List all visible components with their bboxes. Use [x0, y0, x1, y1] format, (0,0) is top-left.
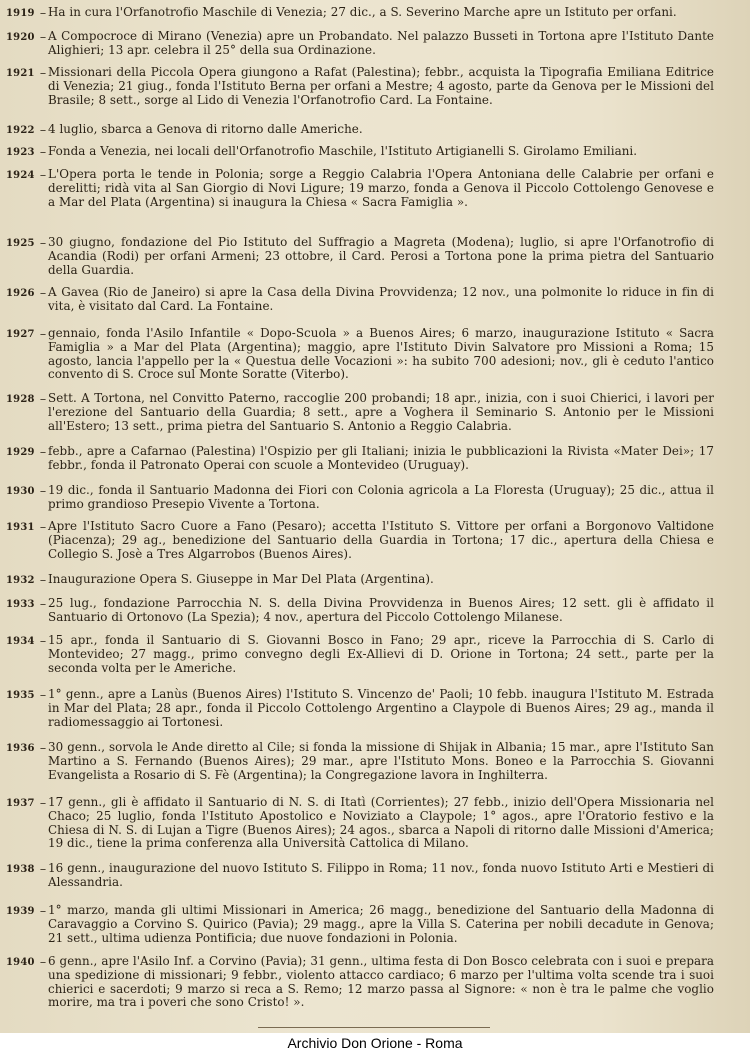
entry-year: 1925	[6, 238, 35, 249]
entry-year: 1935	[6, 690, 35, 701]
entry-dash: –	[39, 596, 47, 611]
entry-year: 1931	[6, 522, 35, 533]
timeline-entry	[6, 688, 714, 729]
entry-year: 1933	[6, 599, 35, 610]
entry-text: gennaio, fonda l'Asilo Infantile « Dopo-Scuola » a Buenos Aires; 6 marzo, inaugurazione Istituto « Sacra Famiglia » a Mar del Plata (Argentina); maggio, apre l'Istituto Divin Salvatore pro Missioni a Roma; 15 agosto, lancia l'appello per la « Questua delle Vocazioni »: ha subito 700 adesioni; nov., gli è ceduto l'antico convento di S. Croce sul Monte Soratte (Viterbo).	[48, 326, 714, 382]
entry-dash: –	[39, 861, 47, 876]
entry-dash: –	[39, 740, 47, 755]
entry-year: 1919	[6, 8, 35, 19]
entry-dash: –	[39, 167, 47, 182]
entry-year: 1938	[6, 864, 35, 875]
entry-dash: –	[39, 144, 47, 159]
entry-dash: –	[39, 5, 47, 20]
entry-year: 1932	[6, 575, 35, 586]
entry-text: Inaugurazione Opera S. Giuseppe in Mar Del Plata (Argentina).	[48, 572, 434, 586]
entry-year: 1923	[6, 147, 35, 158]
entry-year: 1936	[6, 743, 35, 754]
entry-dash: –	[39, 954, 47, 969]
entry-dash: –	[39, 903, 47, 918]
entry-text: L'Opera porta le tende in Polonia; sorge a Reggio Calabria l'Opera Antoniana delle Calabrie per orfani e derelitti; ridà vita al San Giorgio di Novi Ligure; 19 marzo, fonda a Genova il Piccolo Cottolengo Genovese e a Mar del Plata (Argentina) si inaugura la Chiesa « Sacra Famiglia ».	[48, 167, 714, 209]
timeline-entry	[6, 145, 714, 160]
timeline-entry	[6, 286, 714, 314]
entry-text: 16 genn., inaugurazione del nuovo Istituto S. Filippo in Roma; 11 nov., fonda nuovo Istituto Arti e Mestieri di Alessandria.	[48, 861, 714, 889]
entry-text: 6 genn., apre l'Asilo Inf. a Corvino (Pavia); 31 genn., ultima festa di Don Bosco celebrata con i suoi e prepara una spedizione di missionari; 9 febbr., violento attacco cardiaco; 6 marzo per l'ultima volta scende tra i suoi chierici e sacerdoti; 9 marzo si reca a S. Remo; 12 marzo passa al Signore: « non è tra le palme che voglio morire, ma tra i poveri che sono Cristo! ».	[48, 954, 714, 1010]
entry-year: 1924	[6, 170, 35, 181]
timeline-entry	[6, 904, 714, 945]
entry-year: 1928	[6, 394, 35, 405]
timeline-entry	[6, 862, 714, 890]
entry-text: 1° marzo, manda gli ultimi Missionari in America; 26 magg., benedizione del Santuario della Madonna di Caravaggio a Corvino S. Quirico (Pavia); 29 magg., apre la Villa S. Caterina per nobili decadute in Genova; 21 sett., ultima udienza Pontificia; due nuove fondazioni in Polonia.	[48, 903, 714, 945]
timeline-entry	[6, 573, 714, 588]
entry-text: 4 luglio, sbarca a Genova di ritorno dalle Americhe.	[48, 122, 363, 136]
entry-text: 30 genn., sorvola le Ande diretto al Cile; si fonda la missione di Shijak in Albania; 15 mar., apre l'Istituto San Martino a S. Fernando (Buenos Aires); 29 mar., apre l'Istituto Mons. Boneo e la Parrocchia S. Giovanni Evangelista a Rosario di S. Fè (Argentina); la Congregazione lavora in Inghilterra.	[48, 740, 714, 782]
entry-year: 1920	[6, 32, 35, 43]
entry-text: Ha in cura l'Orfanotrofio Maschile di Venezia; 27 dic., a S. Severino Marche apre un Istituto per orfani.	[48, 5, 677, 19]
timeline-entry	[6, 597, 714, 625]
entry-text: 17 genn., gli è affidato il Santuario di N. S. di Itatì (Corrientes); 27 febb., inizio dell'Opera Missionaria nel Chaco; 25 luglio, fonda l'Istituto Apostolico e Noviziato a Claypole; 1° agos., apre l'Oratorio festivo e la Chiesa di N. S. di Lujan a Tigre (Buenos Aires); 24 agos., sbarca a Napoli di ritorno dalle Missioni d'America; 19 dic., tiene la prima conferenza alla Università Cattolica di Milano.	[48, 795, 714, 851]
timeline-entry	[6, 66, 714, 107]
timeline-entry	[6, 520, 714, 561]
entry-dash: –	[39, 483, 47, 498]
entry-year: 1934	[6, 636, 35, 647]
entry-text: Sett. A Tortona, nel Convitto Paterno, raccoglie 200 probandi; 18 apr., inizia, con i suoi Chierici, i lavori per l'erezione del Santuario della Guardia; 8 sett., apre a Voghera il Seminario S. Antonio per le Missioni all'Estero; 13 sett., prima pietra del Santuario S. Antonio a Reggio Calabria.	[48, 391, 714, 433]
entry-dash: –	[39, 795, 47, 810]
timeline-entry	[6, 741, 714, 782]
entry-dash: –	[39, 391, 47, 406]
divider-line	[258, 1027, 490, 1028]
timeline-entry	[6, 484, 714, 512]
timeline-entry	[6, 327, 714, 382]
entry-text: 1° genn., apre a Lanùs (Buenos Aires) l'Istituto S. Vincenzo de' Paoli; 10 febb. inaugura l'Istituto M. Estrada in Mar del Plata; 28 apr., fonda il Piccolo Cottolengo Argentino a Claypole di Buenos Aires; 29 ag., manda il radiomessaggio ai Tortonesi.	[48, 687, 714, 729]
entry-dash: –	[39, 29, 47, 44]
entry-year: 1929	[6, 447, 35, 458]
entry-text: Missionari della Piccola Opera giungono a Rafat (Palestina); febbr., acquista la Tipografia Emiliana Editrice di Venezia; 21 giug., fonda l'Istituto Berna per orfani a Mestre; 4 agosto, parte da Genova per le Missioni del Brasile; 8 sett., sorge al Lido di Venezia l'Orfanotrofio Card. La Fontaine.	[48, 65, 714, 107]
entry-text: Apre l'Istituto Sacro Cuore a Fano (Pesaro); accetta l'Istituto S. Vittore per orfani a Borgonovo Valtidone (Piacenza); 29 ag., benedizione del Santuario della Guardia in Tortona; 17 dic., apertura della Chiesa e Collegio S. Josè a Tres Algarrobos (Buenos Aires).	[48, 519, 714, 561]
entry-text: febb., apre a Cafarnao (Palestina) l'Ospizio per gli Italiani; inizia le pubblicazioni la Rivista «Mater Dei»; 17 febbr., fonda il Patronato Operai con scuole a Montevideo (Uruguay).	[48, 444, 714, 472]
entry-dash: –	[39, 444, 47, 459]
entry-dash: –	[39, 285, 47, 300]
timeline-entry	[6, 123, 714, 138]
archive-footer	[0, 1033, 750, 1054]
entry-dash: –	[39, 687, 47, 702]
entry-year: 1930	[6, 486, 35, 497]
entry-text: A Gavea (Rio de Janeiro) si apre la Casa della Divina Provvidenza; 12 nov., una polmonite lo riduce in fin di vita, è visitato dal Card. La Fontaine.	[48, 285, 714, 313]
timeline-entry	[6, 236, 714, 277]
entry-year: 1940	[6, 957, 35, 968]
entry-dash: –	[39, 326, 47, 341]
entry-year: 1927	[6, 329, 35, 340]
timeline-entry	[6, 30, 714, 58]
timeline-entry	[6, 796, 714, 851]
entry-year: 1939	[6, 906, 35, 917]
entry-dash: –	[39, 65, 47, 80]
entry-text: 30 giugno, fondazione del Pio Istituto del Suffragio a Magreta (Modena); luglio, si apre l'Orfanotrofio di Acandia (Rodi) per orfani Armeni; 23 ottobre, il Card. Perosi a Tortona pone la prima pietra del Santuario della Guardia.	[48, 235, 714, 277]
entry-year: 1926	[6, 288, 35, 299]
entry-text: A Compocroce di Mirano (Venezia) apre un Probandato. Nel palazzo Busseti in Tortona apre l'Istituto Dante Alighieri; 13 apr. celebra il 25° della sua Ordinazione.	[48, 29, 714, 57]
entry-dash: –	[39, 122, 47, 137]
timeline-entry	[6, 955, 714, 1010]
timeline-entry	[6, 6, 714, 21]
entry-dash: –	[39, 572, 47, 587]
entry-text: 19 dic., fonda il Santuario Madonna dei Fiori con Colonia agricola a La Floresta (Uruguay); 25 dic., attua il primo grandioso Presepio Vivente a Tortona.	[48, 483, 714, 511]
entry-dash: –	[39, 633, 47, 648]
footer-label: Archivio Don Orione - Roma	[287, 1035, 463, 1051]
entry-year: 1937	[6, 798, 35, 809]
entry-text: 25 lug., fondazione Parrocchia N. S. della Divina Provvidenza in Buenos Aires; 12 sett. gli è affidato il Santuario di Ortonovo (La Spezia); 4 nov., apertura del Piccolo Cottolengo Milanese.	[48, 596, 714, 624]
timeline-entry	[6, 392, 714, 433]
entry-text: 15 apr., fonda il Santuario di S. Giovanni Bosco in Fano; 29 apr., riceve la Parrocchia di S. Carlo di Montevideo; 27 magg., primo convegno degli Ex-Allievi di D. Orione in Tortona; 24 sett., parte per la seconda volta per le Americhe.	[48, 633, 714, 675]
entry-dash: –	[39, 235, 47, 250]
entry-year: 1921	[6, 68, 35, 79]
timeline-entry	[6, 634, 714, 675]
timeline-entry	[6, 445, 714, 473]
timeline-entry	[6, 168, 714, 209]
entry-dash: –	[39, 519, 47, 534]
entry-year: 1922	[6, 125, 35, 136]
entry-text: Fonda a Venezia, nei locali dell'Orfanotrofio Maschile, l'Istituto Artigianelli S. Girolamo Emiliani.	[48, 144, 638, 158]
